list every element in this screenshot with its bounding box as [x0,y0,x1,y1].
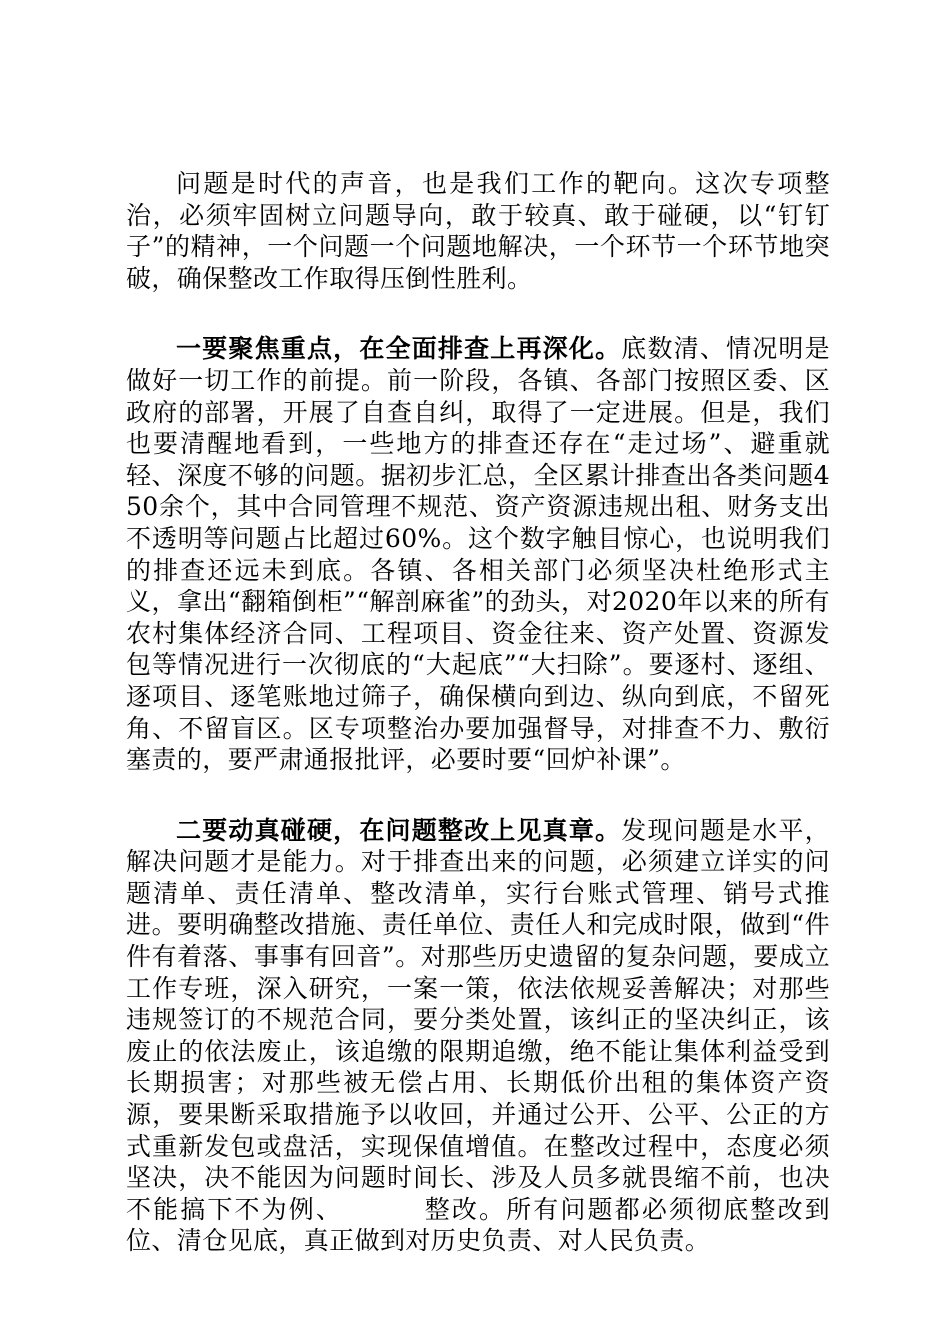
paragraph-text: 底数清、情况明是做好一切工作的前提。前一阶段，各镇、各部门按照区委、区政府的部署，开展了自查自纠，取得了一定进展。但是，我们也要清醒地看到，一些地方的排查还存在“走过场”、避重就轻、深度不够的问题。据初步汇总，全区累计排查出各类问题450余个，其中合同管理不规范、资产资源违规出租、财务支出不透明等问题占比超过60%。这个数字触目惊心，也说明我们的排查还远未到底。各镇、各相关部门必须坚决杜绝形式主义，拿出“翻箱倒柜”“解剖麻雀”的劲头，对2020年以来的所有农村集体经济合同、工程项目、资金往来、资产处置、资源发包等情况进行一次彻底的“大起底”“大扫除”。要逐村、逐组、逐项目、逐笔账地过筛子，确保横向到边、纵向到底，不留死角、不留盲区。区专项整治办要加强督导，对排查不力、敷衍塞责的，要严肃通报批评，必要时要“回炉补课”。 [126,334,830,775]
paragraph-rectification [126,815,830,1257]
document-body [126,168,830,1296]
paragraph-intro [126,168,830,294]
paragraph-investigation [126,333,830,775]
paragraph-text: 问题是时代的声音，也是我们工作的靶向。这次专项整治，必须牢固树立问题导向，敢于较真、敢于碰硬，以“钉钉子”的精神，一个问题一个问题地解决，一个环节一个环节地突破，确保整改工作取得压倒性胜利。 [126,169,830,293]
paragraph-text-continued: 整改。所有问题都必须彻底整改到位、清仓见底，真正做到对历史负责、对人民负责。 [126,1194,830,1256]
paragraph-text: 发现问题是水平，解决问题才是能力。对于排查出来的问题，必须建立详实的问题清单、责任清单、整改清单，实行台账式管理、销号式推进。要明确整改措施、责任单位、责任人和完成时限，做到“件件有着落、事事有回音”。对那些历史遗留的复杂问题，要成立工作专班，深入研究，一案一策，依法依规妥善解决；对那些违规签订的不规范合同，要分类处置，该纠正的坚决纠正，该废止的依法废止，该追缴的限期追缴，绝不能让集体利益受到长期损害；对那些被无偿占用、长期低价出租的集体资产资源，要果断采取措施予以收回，并通过公开、公平、公正的方式重新发包或盘活，实现保值增值。在整改过程中，态度必须坚决，决不能因为问题时间长、涉及人员多就畏缩不前，也决不能搞下不为例、 [126,815,830,1224]
paragraph-lead-heading: 二要动真碰硬，在问题整改上见真章。 [176,815,622,845]
paragraph-lead-heading: 一要聚焦重点，在全面排查上再深化。 [176,334,622,364]
